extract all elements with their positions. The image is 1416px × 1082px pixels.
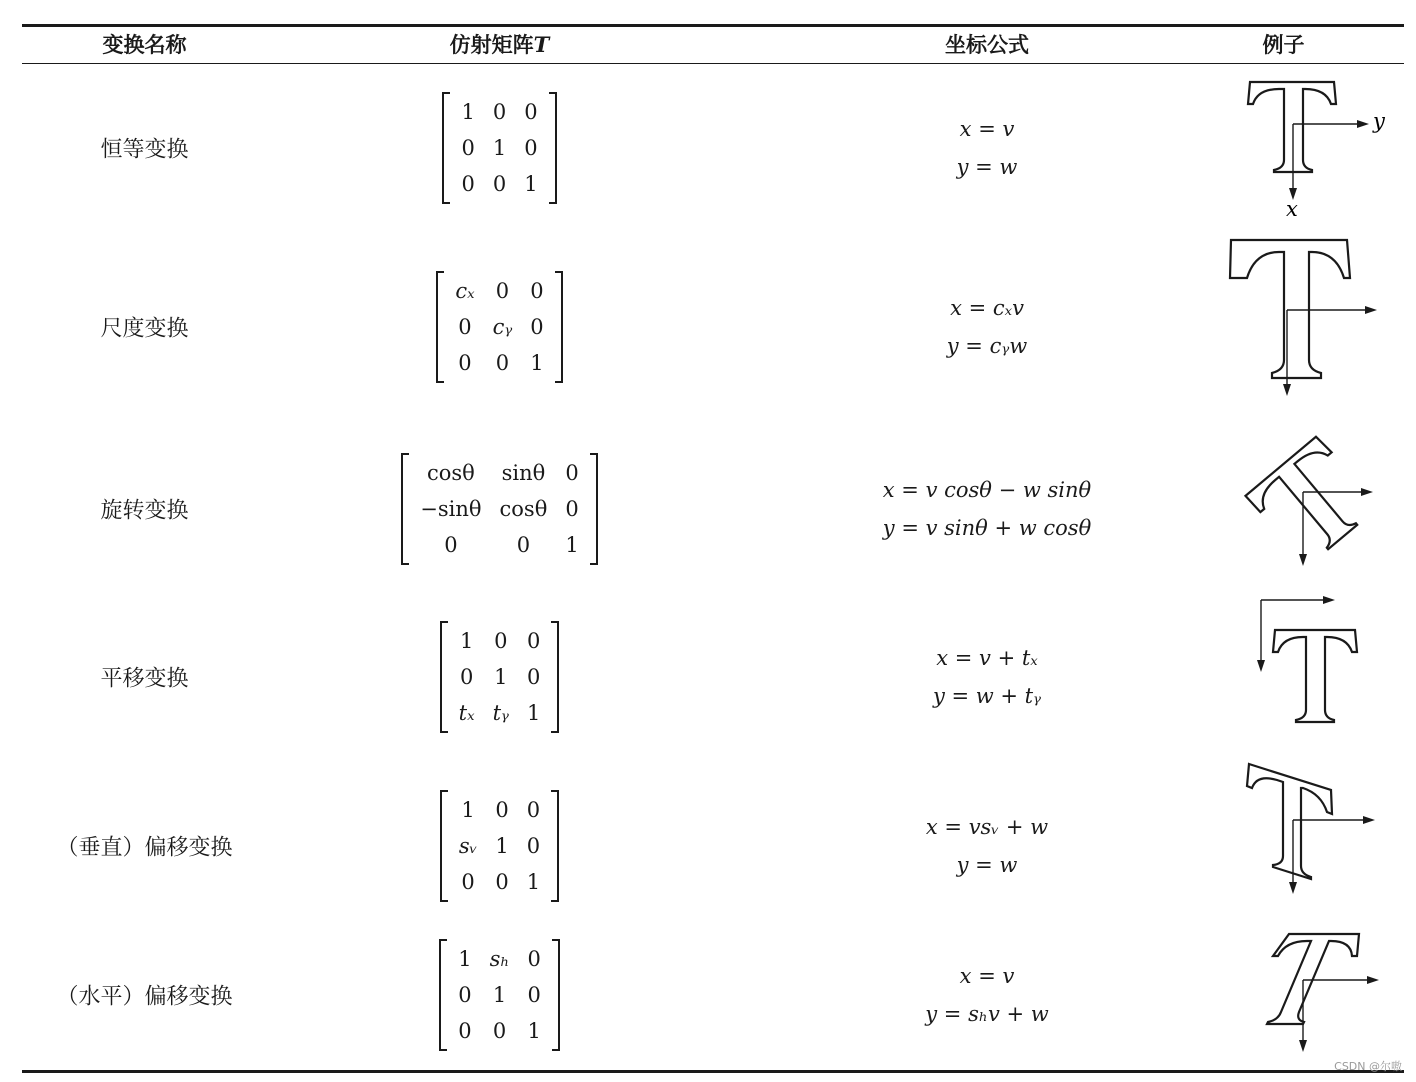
formula-line: x = v [959,964,1015,988]
matrix-entry: 0 [526,798,541,822]
matrix-entry: 0 [495,870,509,894]
letter-t-scaled-icon [1217,232,1404,422]
matrix-entry: 0 [458,983,472,1007]
matrix-entry: 1 [492,983,507,1007]
matrix-entry: sᵥ [458,834,478,858]
matrix-entry: 1 [524,172,538,196]
matrix-entry: 0 [565,461,579,485]
matrix-entry: 0 [495,279,510,303]
formula-line: x = v cosθ − w sinθ [882,478,1092,502]
matrix-entry: 0 [461,136,475,160]
matrix-entry: 1 [565,533,579,557]
table-row [22,920,1404,1070]
formula-cell [782,756,1192,936]
matrix [442,92,556,204]
matrix-entry: 0 [492,100,507,124]
formula-line: y = w [956,155,1018,179]
matrix-cell [322,592,677,762]
example-illustration [1217,420,1404,598]
transform-name: （水平）偏移变换 [56,984,233,1010]
header-matrix-symbol: T [533,32,550,57]
matrix-cell [322,756,677,936]
letter-t-horizontal-shear-icon [1217,920,1404,1070]
matrix-entry: 0 [524,136,538,160]
transform-name: （垂直）偏移变换 [56,835,233,861]
matrix-entry: sₕ [489,947,510,971]
example-illustration [1217,592,1404,762]
matrix-entry: 1 [461,798,475,822]
formula-line: x = vsᵥ + w [925,815,1049,839]
matrix-entry: 1 [492,136,507,160]
formula-line: y = v sinθ + w cosθ [882,516,1092,540]
matrix-entry: 1 [527,1019,541,1043]
transform-name: 平移变换 [100,666,189,692]
table-row [22,592,1404,762]
matrix-entry: tₓ [458,701,475,725]
table-row [22,68,1404,228]
formula-line: y = w [956,853,1018,877]
example-illustration [1217,232,1404,422]
matrix-entry: 0 [495,798,509,822]
matrix-entry: cosθ [499,497,548,521]
top-rule [22,24,1404,27]
transform-name: 恒等变换 [100,137,189,163]
matrix-entry: 0 [492,1019,507,1043]
axis-y-label: y [1373,109,1385,133]
bottom-rule [22,1070,1404,1073]
matrix [436,271,562,383]
formula-cell [782,68,1192,228]
matrix-entry: 0 [526,665,541,689]
matrix-entry: cₓ [455,279,475,303]
matrix-entry: 0 [459,665,474,689]
matrix-entry: cᵧ [492,315,513,339]
matrix-entry: 0 [565,497,579,521]
matrix-entry: −sinθ [420,497,482,521]
matrix-cell [322,920,677,1070]
formula-line: y = w + tᵧ [932,684,1042,708]
matrix [439,939,560,1051]
matrix-entry: 0 [526,834,541,858]
matrix-cell [322,68,677,228]
watermark: CSDN @尔嗷 [1334,1060,1402,1073]
matrix-cell [322,232,677,422]
matrix-entry: 0 [495,351,510,375]
example-illustration [1217,68,1404,228]
matrix-entry: 0 [526,629,541,653]
table-row [22,232,1404,422]
formula-cell [782,232,1192,422]
matrix-entry: 0 [494,629,508,653]
matrix-entry: 1 [461,100,475,124]
formula-line: x = v + tₓ [936,646,1038,670]
matrix-entry: 1 [526,870,541,894]
letter-t-identity-icon [1217,68,1404,228]
formula-cell [782,920,1192,1070]
formula-cell [782,420,1192,598]
transform-name: 尺度变换 [100,316,189,342]
matrix-entry: 0 [527,983,541,1007]
matrix [401,453,597,565]
axis-x-label: x [1286,197,1298,221]
letter-t-translated-icon [1217,592,1404,762]
matrix-entry: 0 [444,533,458,557]
matrix-entry: 0 [530,315,544,339]
header-matrix-label: 仿射矩阵 [449,33,534,57]
matrix-entry: 0 [461,172,475,196]
table-row [22,756,1404,936]
matrix-entry: 1 [530,351,544,375]
matrix-entry: cosθ [426,461,475,485]
transform-name: 旋转变换 [100,498,189,524]
header-transform-name: 变换名称 [102,33,187,57]
matrix-entry: 1 [495,834,509,858]
example-illustration [1217,756,1404,936]
matrix-entry: 0 [458,1019,472,1043]
matrix-entry: 1 [526,701,541,725]
letter-t-vertical-shear-icon [1217,756,1404,936]
matrix-entry: tᵧ [492,701,509,725]
matrix [440,790,559,902]
header-coordinate-formula: 坐标公式 [945,33,1029,57]
matrix-cell [322,420,677,598]
table-row [22,420,1404,598]
header-affine-matrix [322,30,677,60]
matrix-entry: 0 [516,533,531,557]
formula-cell [782,592,1192,762]
matrix-entry: 1 [494,665,508,689]
formula-line: x = cₓv [950,296,1024,320]
matrix-entry: 0 [492,172,507,196]
formula-line: x = v [959,117,1015,141]
matrix-entry: 1 [458,947,472,971]
matrix-entry: 0 [458,315,472,339]
matrix [440,621,560,733]
matrix-entry: 0 [524,100,538,124]
matrix-entry: 0 [458,351,472,375]
header-example: 例子 [1262,33,1305,57]
matrix-entry: 0 [527,947,541,971]
header-rule [22,63,1404,64]
formula-line: y = sₕv + w [925,1002,1049,1026]
matrix-entry: 1 [459,629,474,653]
matrix-entry: 0 [461,870,475,894]
example-illustration [1217,920,1404,1070]
letter-t-rotated-icon [1217,420,1404,598]
matrix-entry: sinθ [501,461,546,485]
matrix-entry: 0 [530,279,544,303]
formula-line: y = cᵧw [946,334,1028,358]
